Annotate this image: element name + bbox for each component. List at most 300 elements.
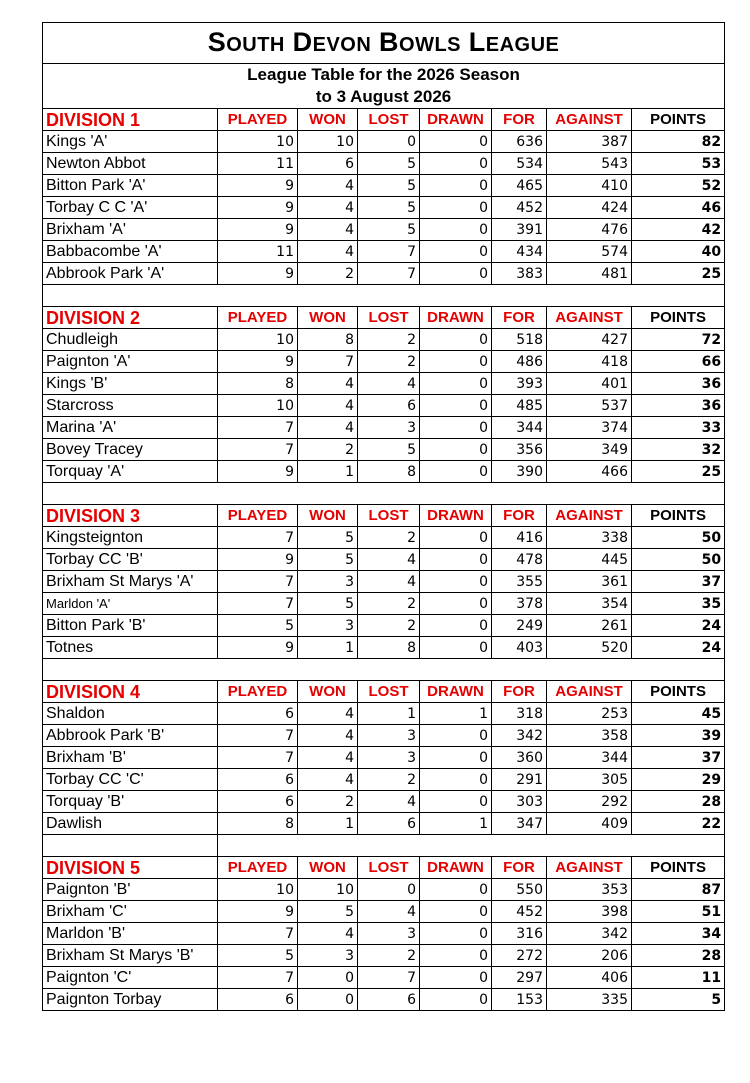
cell-won: 4: [298, 373, 358, 395]
cell-won: 4: [298, 417, 358, 439]
team-name: Marldon 'B': [43, 923, 218, 945]
cell-played: 7: [218, 747, 298, 769]
column-header-won: WON: [298, 857, 358, 879]
cell-lost: 4: [358, 373, 420, 395]
cell-won: 4: [298, 703, 358, 725]
team-name: Babbacombe 'A': [43, 241, 218, 263]
cell-lost: 4: [358, 791, 420, 813]
table-row: [43, 373, 725, 395]
cell-lost: 2: [358, 593, 420, 615]
cell-played: 7: [218, 923, 298, 945]
cell-won: 3: [298, 615, 358, 637]
blank-cell: [43, 483, 725, 505]
cell-played: 10: [218, 395, 298, 417]
cell-against: 358: [547, 725, 632, 747]
team-name: Marldon 'A': [43, 593, 218, 615]
table-row: [43, 615, 725, 637]
cell-drawn: 0: [420, 131, 492, 153]
cell-played: 7: [218, 725, 298, 747]
table-row: [43, 703, 725, 725]
team-name: Chudleigh: [43, 329, 218, 351]
column-header-lost: LOST: [358, 307, 420, 329]
cell-won: 2: [298, 791, 358, 813]
cell-won: 5: [298, 527, 358, 549]
cell-points: 5: [632, 989, 725, 1011]
team-name: Brixham 'C': [43, 901, 218, 923]
cell-for: 297: [492, 967, 547, 989]
team-name: Starcross: [43, 395, 218, 417]
title-word-4: LEAGUE: [468, 26, 560, 57]
cell-lost: 4: [358, 901, 420, 923]
column-header-won: WON: [298, 307, 358, 329]
column-header-against: AGAINST: [547, 109, 632, 131]
cell-for: 485: [492, 395, 547, 417]
team-name: Torbay CC 'C': [43, 769, 218, 791]
cell-won: 7: [298, 351, 358, 373]
table-row: [43, 967, 725, 989]
cell-for: 360: [492, 747, 547, 769]
cell-drawn: 0: [420, 197, 492, 219]
cell-against: 344: [547, 747, 632, 769]
cell-drawn: 0: [420, 571, 492, 593]
table-row: [43, 241, 725, 263]
column-header-against: AGAINST: [547, 307, 632, 329]
title-word-2: DEVON: [292, 26, 372, 57]
team-name: Abbrook Park 'B': [43, 725, 218, 747]
cell-points: 42: [632, 219, 725, 241]
cell-against: 418: [547, 351, 632, 373]
page-title: [43, 23, 725, 64]
cell-drawn: 0: [420, 945, 492, 967]
cell-drawn: 0: [420, 549, 492, 571]
team-name: Shaldon: [43, 703, 218, 725]
cell-played: 6: [218, 791, 298, 813]
title-word-1: SOUTH: [207, 26, 285, 57]
column-header-points: POINTS: [632, 307, 725, 329]
table-row: [43, 923, 725, 945]
table-row: [43, 989, 725, 1011]
cell-against: 481: [547, 263, 632, 285]
cell-points: 39: [632, 725, 725, 747]
cell-points: 66: [632, 351, 725, 373]
team-name: Newton Abbot: [43, 153, 218, 175]
cell-drawn: 0: [420, 989, 492, 1011]
team-name: Dawlish: [43, 813, 218, 835]
cell-for: 636: [492, 131, 547, 153]
cell-points: 32: [632, 439, 725, 461]
cell-points: 52: [632, 175, 725, 197]
cell-won: 1: [298, 637, 358, 659]
cell-drawn: 0: [420, 461, 492, 483]
cell-played: 6: [218, 769, 298, 791]
team-name: Torquay 'B': [43, 791, 218, 813]
cell-points: 37: [632, 571, 725, 593]
column-header-played: PLAYED: [218, 857, 298, 879]
cell-won: 4: [298, 769, 358, 791]
cell-for: 318: [492, 703, 547, 725]
table-row: [43, 461, 725, 483]
cell-lost: 2: [358, 351, 420, 373]
column-header-for: FOR: [492, 307, 547, 329]
cell-against: 342: [547, 923, 632, 945]
cell-drawn: 0: [420, 175, 492, 197]
cell-against: 338: [547, 527, 632, 549]
table-row: [43, 351, 725, 373]
cell-against: 292: [547, 791, 632, 813]
cell-won: 4: [298, 923, 358, 945]
table-row: [43, 725, 725, 747]
blank-cell: [43, 659, 725, 681]
division-name: DIVISION 3: [43, 505, 218, 527]
cell-against: 349: [547, 439, 632, 461]
cell-played: 11: [218, 241, 298, 263]
cell-points: 24: [632, 637, 725, 659]
cell-lost: 4: [358, 549, 420, 571]
cell-against: 361: [547, 571, 632, 593]
cell-points: 22: [632, 813, 725, 835]
division-header-row: [43, 505, 725, 527]
cell-drawn: 0: [420, 725, 492, 747]
cell-won: 4: [298, 175, 358, 197]
cell-for: 303: [492, 791, 547, 813]
cell-drawn: 0: [420, 901, 492, 923]
cell-for: 378: [492, 593, 547, 615]
column-header-points: POINTS: [632, 857, 725, 879]
cell-points: 51: [632, 901, 725, 923]
blank-cell: [218, 835, 725, 857]
cell-drawn: 1: [420, 813, 492, 835]
cell-won: 0: [298, 989, 358, 1011]
cell-won: 8: [298, 329, 358, 351]
cell-lost: 5: [358, 197, 420, 219]
cell-played: 10: [218, 329, 298, 351]
table-row: [43, 131, 725, 153]
team-name: Brixham 'A': [43, 219, 218, 241]
cell-for: 550: [492, 879, 547, 901]
cell-played: 9: [218, 175, 298, 197]
cell-played: 9: [218, 197, 298, 219]
column-header-for: FOR: [492, 109, 547, 131]
cell-drawn: 0: [420, 373, 492, 395]
title-word-3: BOWLS: [379, 26, 462, 57]
column-header-for: FOR: [492, 681, 547, 703]
cell-played: 7: [218, 527, 298, 549]
cell-drawn: 0: [420, 967, 492, 989]
cell-played: 8: [218, 813, 298, 835]
table-row: [43, 791, 725, 813]
cell-points: 11: [632, 967, 725, 989]
cell-drawn: 0: [420, 769, 492, 791]
cell-against: 398: [547, 901, 632, 923]
table-row: [43, 901, 725, 923]
cell-lost: 5: [358, 153, 420, 175]
cell-for: 518: [492, 329, 547, 351]
column-header-against: AGAINST: [547, 681, 632, 703]
team-name: Paignton 'A': [43, 351, 218, 373]
division-header-row: [43, 109, 725, 131]
table-row: [43, 593, 725, 615]
table-row: [43, 439, 725, 461]
cell-lost: 7: [358, 241, 420, 263]
cell-drawn: 0: [420, 241, 492, 263]
cell-points: 40: [632, 241, 725, 263]
cell-drawn: 0: [420, 219, 492, 241]
column-header-points: POINTS: [632, 505, 725, 527]
cell-for: 434: [492, 241, 547, 263]
spacer-row: [43, 659, 725, 681]
blank-cell: [43, 835, 218, 857]
cell-for: 342: [492, 725, 547, 747]
cell-lost: 5: [358, 175, 420, 197]
column-header-played: PLAYED: [218, 109, 298, 131]
cell-drawn: 0: [420, 153, 492, 175]
team-name: Brixham St Marys 'B': [43, 945, 218, 967]
cell-lost: 0: [358, 131, 420, 153]
cell-points: 50: [632, 527, 725, 549]
cell-drawn: 0: [420, 791, 492, 813]
cell-lost: 6: [358, 395, 420, 417]
table-row: [43, 747, 725, 769]
cell-for: 291: [492, 769, 547, 791]
cell-drawn: 0: [420, 923, 492, 945]
team-name: Totnes: [43, 637, 218, 659]
column-header-played: PLAYED: [218, 307, 298, 329]
cell-played: 7: [218, 439, 298, 461]
column-header-lost: LOST: [358, 681, 420, 703]
cell-for: 272: [492, 945, 547, 967]
cell-played: 9: [218, 637, 298, 659]
cell-for: 355: [492, 571, 547, 593]
cell-played: 7: [218, 417, 298, 439]
division-name: DIVISION 1: [43, 109, 218, 131]
cell-for: 347: [492, 813, 547, 835]
division-name: DIVISION 5: [43, 857, 218, 879]
cell-won: 10: [298, 131, 358, 153]
cell-played: 9: [218, 351, 298, 373]
cell-against: 410: [547, 175, 632, 197]
league-table-sheet: [42, 22, 724, 1011]
cell-drawn: 0: [420, 747, 492, 769]
cell-won: 10: [298, 879, 358, 901]
cell-points: 35: [632, 593, 725, 615]
table-row: [43, 945, 725, 967]
cell-lost: 0: [358, 879, 420, 901]
cell-drawn: 0: [420, 351, 492, 373]
cell-for: 249: [492, 615, 547, 637]
cell-played: 9: [218, 263, 298, 285]
cell-points: 46: [632, 197, 725, 219]
table-row: [43, 527, 725, 549]
cell-lost: 7: [358, 967, 420, 989]
table-row: [43, 395, 725, 417]
cell-for: 465: [492, 175, 547, 197]
cell-won: 4: [298, 725, 358, 747]
team-name: Kingsteignton: [43, 527, 218, 549]
cell-for: 383: [492, 263, 547, 285]
cell-lost: 2: [358, 329, 420, 351]
cell-won: 0: [298, 967, 358, 989]
cell-drawn: 0: [420, 879, 492, 901]
cell-won: 1: [298, 813, 358, 835]
cell-lost: 2: [358, 527, 420, 549]
team-name: Bitton Park 'A': [43, 175, 218, 197]
cell-points: 25: [632, 461, 725, 483]
cell-lost: 3: [358, 747, 420, 769]
column-header-lost: LOST: [358, 109, 420, 131]
subtitle-line-1: League Table for the 2026 Season: [43, 64, 725, 87]
cell-against: 406: [547, 967, 632, 989]
cell-points: 29: [632, 769, 725, 791]
team-name: Paignton 'C': [43, 967, 218, 989]
cell-points: 33: [632, 417, 725, 439]
cell-for: 316: [492, 923, 547, 945]
column-header-played: PLAYED: [218, 681, 298, 703]
column-header-won: WON: [298, 109, 358, 131]
cell-for: 486: [492, 351, 547, 373]
cell-won: 3: [298, 571, 358, 593]
spacer-row: [43, 483, 725, 505]
cell-for: 452: [492, 197, 547, 219]
cell-lost: 3: [358, 417, 420, 439]
cell-drawn: 0: [420, 263, 492, 285]
spacer-row: [43, 285, 725, 307]
cell-against: 476: [547, 219, 632, 241]
cell-lost: 7: [358, 263, 420, 285]
cell-won: 2: [298, 263, 358, 285]
column-header-drawn: DRAWN: [420, 505, 492, 527]
cell-for: 534: [492, 153, 547, 175]
cell-against: 253: [547, 703, 632, 725]
cell-points: 28: [632, 945, 725, 967]
column-header-drawn: DRAWN: [420, 307, 492, 329]
cell-against: 445: [547, 549, 632, 571]
cell-lost: 6: [358, 813, 420, 835]
cell-for: 356: [492, 439, 547, 461]
team-name: Brixham St Marys 'A': [43, 571, 218, 593]
cell-for: 393: [492, 373, 547, 395]
column-header-against: AGAINST: [547, 505, 632, 527]
column-header-drawn: DRAWN: [420, 857, 492, 879]
cell-played: 7: [218, 967, 298, 989]
column-header-played: PLAYED: [218, 505, 298, 527]
team-name: Bitton Park 'B': [43, 615, 218, 637]
team-name: Kings 'A': [43, 131, 218, 153]
team-name: Marina 'A': [43, 417, 218, 439]
cell-won: 1: [298, 461, 358, 483]
table-row: [43, 549, 725, 571]
table-row: [43, 637, 725, 659]
cell-points: 50: [632, 549, 725, 571]
cell-lost: 5: [358, 439, 420, 461]
cell-against: 206: [547, 945, 632, 967]
column-header-for: FOR: [492, 857, 547, 879]
cell-lost: 3: [358, 923, 420, 945]
cell-points: 24: [632, 615, 725, 637]
team-name: Paignton 'B': [43, 879, 218, 901]
cell-played: 9: [218, 219, 298, 241]
cell-lost: 8: [358, 637, 420, 659]
cell-played: 7: [218, 571, 298, 593]
team-name: Torbay CC 'B': [43, 549, 218, 571]
cell-lost: 8: [358, 461, 420, 483]
cell-played: 11: [218, 153, 298, 175]
cell-drawn: 1: [420, 703, 492, 725]
column-header-drawn: DRAWN: [420, 109, 492, 131]
cell-against: 305: [547, 769, 632, 791]
cell-against: 537: [547, 395, 632, 417]
column-header-against: AGAINST: [547, 857, 632, 879]
column-header-won: WON: [298, 505, 358, 527]
cell-won: 6: [298, 153, 358, 175]
column-header-points: POINTS: [632, 109, 725, 131]
cell-drawn: 0: [420, 593, 492, 615]
subtitle-line-2: to 3 August 2026: [43, 86, 725, 109]
cell-against: 424: [547, 197, 632, 219]
cell-played: 6: [218, 703, 298, 725]
cell-lost: 5: [358, 219, 420, 241]
table-row: [43, 417, 725, 439]
cell-against: 354: [547, 593, 632, 615]
division-name: DIVISION 4: [43, 681, 218, 703]
cell-against: 427: [547, 329, 632, 351]
cell-points: 82: [632, 131, 725, 153]
cell-against: 261: [547, 615, 632, 637]
division-name: DIVISION 2: [43, 307, 218, 329]
cell-won: 4: [298, 219, 358, 241]
cell-won: 2: [298, 439, 358, 461]
cell-drawn: 0: [420, 439, 492, 461]
table-row: [43, 175, 725, 197]
cell-won: 4: [298, 747, 358, 769]
cell-played: 10: [218, 131, 298, 153]
cell-for: 416: [492, 527, 547, 549]
team-name: Abbrook Park 'A': [43, 263, 218, 285]
blank-cell: [43, 285, 725, 307]
cell-won: 3: [298, 945, 358, 967]
cell-won: 5: [298, 549, 358, 571]
cell-for: 390: [492, 461, 547, 483]
team-name: Brixham 'B': [43, 747, 218, 769]
cell-lost: 2: [358, 769, 420, 791]
cell-against: 335: [547, 989, 632, 1011]
cell-points: 87: [632, 879, 725, 901]
spacer-row: [43, 835, 725, 857]
cell-played: 7: [218, 593, 298, 615]
cell-lost: 1: [358, 703, 420, 725]
column-header-lost: LOST: [358, 857, 420, 879]
cell-against: 387: [547, 131, 632, 153]
cell-points: 53: [632, 153, 725, 175]
cell-played: 8: [218, 373, 298, 395]
cell-points: 36: [632, 373, 725, 395]
cell-played: 9: [218, 901, 298, 923]
cell-won: 5: [298, 593, 358, 615]
cell-drawn: 0: [420, 637, 492, 659]
cell-played: 6: [218, 989, 298, 1011]
table-row: [43, 879, 725, 901]
table-row: [43, 769, 725, 791]
cell-played: 10: [218, 879, 298, 901]
division-header-row: [43, 857, 725, 879]
column-header-for: FOR: [492, 505, 547, 527]
cell-lost: 2: [358, 945, 420, 967]
cell-against: 374: [547, 417, 632, 439]
cell-played: 9: [218, 461, 298, 483]
cell-drawn: 0: [420, 417, 492, 439]
team-name: Paignton Torbay: [43, 989, 218, 1011]
table-row: [43, 571, 725, 593]
column-header-won: WON: [298, 681, 358, 703]
